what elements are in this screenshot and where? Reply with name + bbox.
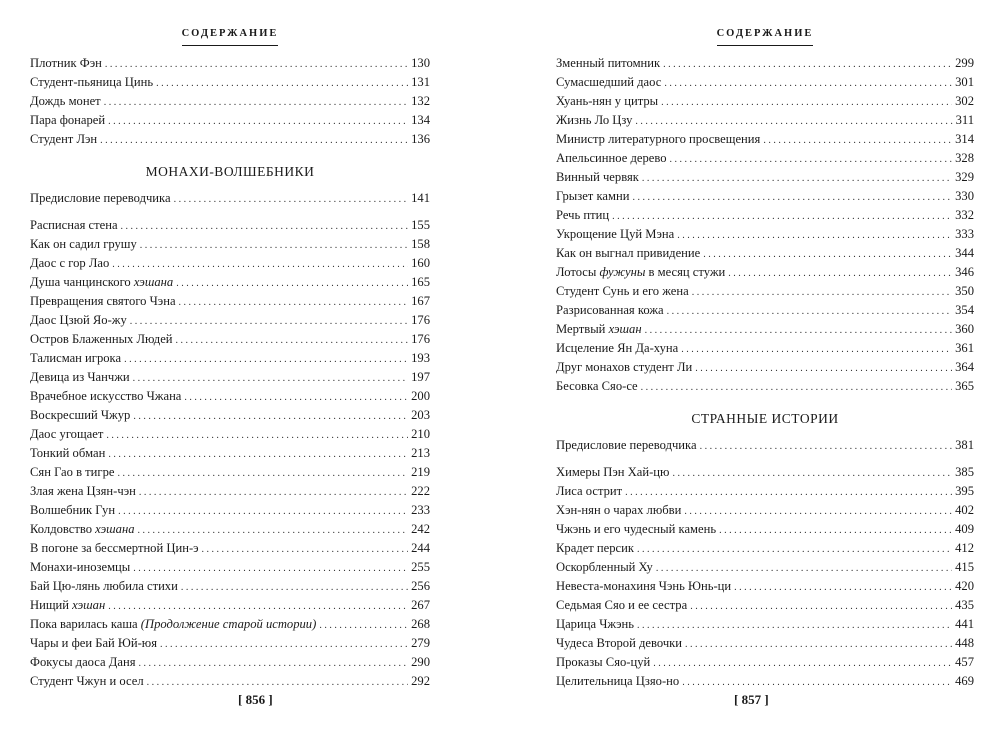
page-number: [ 856 ] (238, 692, 273, 707)
left-page (30, 0, 430, 750)
dot-leader (133, 407, 408, 426)
toc-entry-page: 395 (955, 484, 974, 498)
dot-leader (176, 331, 409, 350)
dot-leader (118, 502, 408, 521)
toc-entry-page: 420 (955, 579, 974, 593)
toc-entry-page: 332 (955, 208, 974, 222)
toc-entry-title: Врачебное искусство Чжана (30, 389, 182, 403)
toc-entry-title: Крадет персик (556, 541, 635, 555)
toc-entry-page: 255 (411, 560, 430, 574)
dot-leader (100, 131, 408, 150)
dot-leader (661, 93, 952, 112)
toc-entry-title-italic: хэшана (133, 275, 174, 289)
toc-entry-page: 409 (955, 522, 974, 536)
toc-entry-page: 330 (955, 189, 974, 203)
toc-entry-title: Разрисованная кожа (556, 303, 664, 317)
toc-entry-title: Сян Гао в тигре (30, 465, 115, 479)
toc-entry-page: 301 (955, 75, 974, 89)
toc-entry-title: Злая жена Цзян-чэн (30, 484, 136, 498)
toc-entry (556, 482, 974, 501)
toc-entry-title: Жизнь Ло Цзу (556, 113, 633, 127)
dot-leader (156, 74, 408, 93)
dot-leader (133, 559, 408, 578)
toc-entry (556, 577, 974, 596)
toc-entry-title-part: Душа чанцинского (30, 275, 134, 289)
toc-entry-page: 203 (411, 408, 430, 422)
dot-leader (108, 445, 408, 464)
dot-leader (677, 226, 952, 245)
dot-leader (112, 255, 408, 274)
toc-entry-title (30, 596, 105, 615)
toc-entry-page: 167 (411, 294, 430, 308)
toc-entry-page: 176 (411, 313, 430, 327)
toc-entry-page: 155 (411, 218, 430, 232)
toc-entry-page: 333 (955, 227, 974, 241)
toc-entry-title-part: Нищий (30, 598, 73, 612)
toc-entry (30, 273, 430, 292)
toc-block-2 (30, 216, 430, 691)
toc-entry-page: 302 (955, 94, 974, 108)
toc-entry-page: 200 (411, 389, 430, 403)
toc-entry-page: 134 (411, 113, 430, 127)
toc-entry-title: Пара фонарей (30, 113, 106, 127)
toc-entry-title: Дождь монет (30, 94, 101, 108)
toc-entry (556, 377, 974, 396)
toc-entry (556, 263, 974, 282)
dot-leader (719, 521, 952, 540)
running-head (30, 28, 430, 46)
dot-leader (637, 616, 952, 635)
dot-leader (174, 190, 409, 209)
toc-entry-title: Друг монахов студент Ли (556, 360, 693, 374)
toc-entry-page: 176 (411, 332, 430, 346)
dot-leader (663, 55, 952, 74)
toc-entry (30, 92, 430, 111)
toc-entry-title: Бай Цю-лянь любила стихи (30, 579, 178, 593)
dot-leader (105, 55, 408, 74)
toc-entry (30, 292, 430, 311)
toc-entry-page: 448 (955, 636, 974, 650)
toc-entry (30, 615, 430, 634)
toc-entry-page: 267 (411, 598, 430, 612)
toc-entry (30, 130, 430, 149)
toc-entry-page: 219 (411, 465, 430, 479)
toc-entry (30, 539, 430, 558)
dot-leader (684, 502, 952, 521)
toc-entry-title: Бесовка Сяо-се (556, 379, 638, 393)
toc-entry (30, 387, 430, 406)
toc-entry-title: Фокусы даоса Даня (30, 655, 136, 669)
toc-entry (556, 73, 974, 92)
toc-entry (30, 425, 430, 444)
toc-entry (30, 254, 430, 273)
toc-entry-title: Чары и феи Бай Юй-юя (30, 636, 157, 650)
toc-entry (30, 189, 430, 208)
toc-block-1 (30, 54, 430, 149)
toc-entry (556, 634, 974, 653)
toc-entry-page: 130 (411, 56, 430, 70)
toc-entry-title: Целительница Цзяо-но (556, 674, 680, 688)
toc-entry-page: 244 (411, 541, 430, 555)
toc-entry (30, 406, 430, 425)
toc-entry (30, 111, 430, 130)
toc-entry-title: Хэн-нян о чарах любви (556, 503, 682, 517)
dot-leader (682, 673, 952, 692)
dot-leader (179, 293, 409, 312)
toc-entry-title: В погоне за бессмертной Цин-э (30, 541, 199, 555)
toc-entry (30, 558, 430, 577)
dot-leader (656, 559, 952, 578)
dot-leader (104, 93, 408, 112)
toc-entry-title: Даос угощает (30, 427, 104, 441)
running-head (556, 28, 974, 46)
toc-entry (30, 330, 430, 349)
dot-leader (763, 131, 952, 150)
toc-entry-title: Студент-пьяница Цинь (30, 75, 154, 89)
toc-entry (556, 168, 974, 187)
running-head-rule (182, 45, 278, 46)
toc-entry (556, 596, 974, 615)
toc-entry-page: 435 (955, 598, 974, 612)
toc-entry (30, 73, 430, 92)
toc-entry (30, 311, 430, 330)
toc-entry-page: 160 (411, 256, 430, 270)
toc-entry (30, 463, 430, 482)
toc-entry-title-part: Колдовство (30, 522, 96, 536)
dot-leader (147, 673, 408, 692)
dot-leader (664, 74, 952, 93)
toc-entry (30, 235, 430, 254)
dot-leader (670, 150, 953, 169)
toc-entry (556, 520, 974, 539)
dot-leader (734, 578, 952, 597)
toc-entry-title: Монахи-иноземцы (30, 560, 131, 574)
toc-preface (556, 436, 974, 455)
toc-entry-title: Талисман игрока (30, 351, 122, 365)
toc-entry (556, 206, 974, 225)
toc-entry (556, 501, 974, 520)
dot-leader (637, 540, 952, 559)
toc-entry-page: 441 (955, 617, 974, 631)
toc-entry-title (556, 320, 642, 339)
toc-entry-title: Оскорбленный Ху (556, 560, 653, 574)
toc-entry-title: Даос с гор Лао (30, 256, 110, 270)
dot-leader (681, 340, 952, 359)
toc-entry (556, 653, 974, 672)
toc-entry-page: 381 (955, 438, 974, 452)
toc-entry-page: 415 (955, 560, 974, 574)
toc-entry (30, 577, 430, 596)
toc-entry-title: Химеры Пэн Хай-цю (556, 465, 670, 479)
toc-gap (556, 455, 974, 463)
toc-entry-page: 412 (955, 541, 974, 555)
dot-leader (667, 302, 952, 321)
running-head-text: СОДЕРЖАНИЕ (716, 28, 814, 39)
toc-entry-page: 279 (411, 636, 430, 650)
toc-entry-page: 299 (955, 56, 974, 70)
toc-entry-page: 346 (955, 265, 974, 279)
toc-entry-page: 233 (411, 503, 430, 517)
dot-leader (625, 483, 952, 502)
dot-leader (641, 378, 952, 397)
toc-entry-title-part: Пока варилась каша (30, 617, 141, 631)
dot-leader (140, 236, 408, 255)
toc-entry-title: Исцеление Ян Да-хуна (556, 341, 679, 355)
toc-entry-title: Проказы Сяо-цуй (556, 655, 651, 669)
toc-entry-title: Расписная стена (30, 218, 118, 232)
toc-entry-page: 385 (955, 465, 974, 479)
toc-entry-page: 256 (411, 579, 430, 593)
toc-entry (30, 216, 430, 235)
toc-entry-title-part: Лотосы (556, 265, 600, 279)
section-title: СТРАННЫЕ ИСТОРИИ (691, 411, 839, 426)
dot-leader (653, 654, 952, 673)
dot-leader (632, 188, 952, 207)
toc-gap (30, 208, 430, 216)
toc-entry-title-part: в месяц стужи (645, 265, 726, 279)
right-page (556, 0, 974, 750)
toc-entry-title (556, 263, 725, 282)
toc-entry (556, 187, 974, 206)
toc-entry-page: 354 (955, 303, 974, 317)
toc-entry-title-part: Мертвый (556, 322, 609, 336)
toc-entry-title: Как он садил грушу (30, 237, 137, 251)
toc-entry-page: 328 (955, 151, 974, 165)
toc-entry-title (30, 273, 173, 292)
toc-entry-title: Министр литературного просвещения (556, 132, 761, 146)
toc-entry (556, 558, 974, 577)
dot-leader (139, 654, 409, 673)
toc-entry (556, 149, 974, 168)
toc-entry-page: 242 (411, 522, 430, 536)
toc-entry-title: Превращения святого Чэна (30, 294, 176, 308)
dot-leader (685, 635, 952, 654)
toc-entry-page: 292 (411, 674, 430, 688)
dot-leader (139, 483, 408, 502)
toc-block-2 (556, 463, 974, 691)
toc-entry (556, 282, 974, 301)
toc-entry-title: Хуань-нян у цитры (556, 94, 659, 108)
toc-entry (30, 54, 430, 73)
dot-leader (635, 112, 952, 131)
toc-entry-page: 365 (955, 379, 974, 393)
toc-entry-page: 290 (411, 655, 430, 669)
toc-entry-title-italic: (Продолжение старой истории) (140, 617, 317, 631)
dot-leader (690, 597, 952, 616)
toc-preface (30, 189, 430, 208)
toc-entry (556, 436, 974, 455)
toc-entry-title-italic: хэшан (72, 598, 106, 612)
running-head-text: СОДЕРЖАНИЕ (181, 28, 279, 39)
toc-entry-page: 131 (411, 75, 430, 89)
dot-leader (108, 112, 408, 131)
toc-entry (556, 320, 974, 339)
toc-entry-title: Остров Блаженных Людей (30, 332, 173, 346)
toc-entry (30, 596, 430, 615)
toc-entry-title: Тонкий обман (30, 446, 106, 460)
dot-leader (612, 207, 952, 226)
toc-entry (556, 92, 974, 111)
dot-leader (645, 321, 953, 340)
toc-entry (30, 634, 430, 653)
toc-entry (556, 54, 974, 73)
dot-leader (319, 616, 408, 635)
toc-entry-page: 402 (955, 503, 974, 517)
toc-entry-page: 222 (411, 484, 430, 498)
dot-leader (700, 437, 953, 456)
toc-entry (556, 111, 974, 130)
toc-entry (556, 225, 974, 244)
page-number: [ 857 ] (734, 692, 769, 707)
toc-entry-title: Даос Цзюй Яо-жу (30, 313, 127, 327)
dot-leader (695, 359, 952, 378)
toc-entry (30, 368, 430, 387)
toc-entry-title: Как он выгнал привидение (556, 246, 701, 260)
toc-entry (30, 501, 430, 520)
toc-entry-page: 457 (955, 655, 974, 669)
toc-entry-page: 361 (955, 341, 974, 355)
toc-block-1 (556, 54, 974, 396)
toc-entry-title: Сумасшедший даос (556, 75, 662, 89)
dot-leader (106, 426, 408, 445)
toc-entry-title: Укрощение Цуй Мэна (556, 227, 675, 241)
toc-entry (30, 444, 430, 463)
toc-entry-title: Лиса острит (556, 484, 623, 498)
toc-entry-title: Предисловие переводчика (30, 191, 171, 205)
toc-entry (30, 672, 430, 691)
toc-entry-page: 132 (411, 94, 430, 108)
toc-entry-page: 469 (955, 674, 974, 688)
toc-right (556, 54, 974, 691)
dot-leader (642, 169, 952, 188)
dot-leader (130, 312, 408, 331)
dot-leader (728, 264, 952, 283)
toc-entry (30, 520, 430, 539)
toc-entry-page: 197 (411, 370, 430, 384)
toc-entry-title: Седьмая Сяо и ее сестра (556, 598, 688, 612)
toc-entry-page: 158 (411, 237, 430, 251)
toc-entry (556, 672, 974, 691)
toc-entry-title: Волшебник Гун (30, 503, 116, 517)
dot-leader (202, 540, 409, 559)
toc-entry (556, 539, 974, 558)
toc-entry (30, 482, 430, 501)
running-head-rule (717, 45, 813, 46)
toc-entry-title: Речь птиц (556, 208, 610, 222)
toc-entry-page: 350 (955, 284, 974, 298)
toc-entry-title-italic: хэшана (95, 522, 135, 536)
dot-leader (184, 388, 408, 407)
toc-entry-title: Плотник Фэн (30, 56, 102, 70)
toc-entry (556, 358, 974, 377)
toc-entry-title: Чжэнь и его чудесный камень (556, 522, 717, 536)
toc-entry-page: 360 (955, 322, 974, 336)
toc-left (30, 54, 430, 691)
toc-entry-title: Предисловие переводчика (556, 438, 697, 452)
toc-entry-title: Студент Чжун и осел (30, 674, 144, 688)
toc-entry-title: Чудеса Второй девочки (556, 636, 683, 650)
dot-leader (124, 350, 408, 369)
toc-entry-title: Воскресший Чжур (30, 408, 131, 422)
toc-entry-page: 165 (411, 275, 430, 289)
toc-entry-title: Студент Лэн (30, 132, 98, 146)
toc-entry-title: Студент Сунь и его жена (556, 284, 689, 298)
toc-entry-page: 193 (411, 351, 430, 365)
toc-entry-page: 213 (411, 446, 430, 460)
toc-entry-page: 268 (411, 617, 430, 631)
dot-leader (160, 635, 408, 654)
dot-leader (672, 464, 952, 483)
toc-entry-title-italic: хэшан (608, 322, 642, 336)
toc-entry-title: Девица из Чанчжи (30, 370, 130, 384)
dot-leader (703, 245, 952, 264)
section-title: МОНАХИ-ВОЛШЕБНИКИ (145, 164, 315, 179)
dot-leader (181, 578, 408, 597)
dot-leader (692, 283, 952, 302)
dot-leader (138, 521, 409, 540)
toc-entry (556, 130, 974, 149)
toc-entry-page: 136 (411, 132, 430, 146)
toc-entry (556, 244, 974, 263)
toc-entry-title-italic: фужуны (599, 265, 646, 279)
toc-entry-page: 364 (955, 360, 974, 374)
toc-entry (30, 349, 430, 368)
toc-entry-page: 314 (955, 132, 974, 146)
toc-entry-title (30, 615, 316, 634)
toc-entry-title: Невеста-монахиня Чэнь Юнь-ци (556, 579, 732, 593)
toc-entry-page: 311 (955, 113, 974, 127)
toc-entry-title: Винный червяк (556, 170, 639, 184)
toc-entry-title: Зменный питомник (556, 56, 661, 70)
toc-entry (556, 463, 974, 482)
toc-entry-title: Апельсинное дерево (556, 151, 667, 165)
dot-leader (108, 597, 408, 616)
toc-entry-title (30, 520, 135, 539)
dot-leader (176, 274, 408, 293)
toc-entry-title: Царица Чжэнь (556, 617, 634, 631)
dot-leader (121, 217, 409, 236)
toc-entry-page: 344 (955, 246, 974, 260)
dot-leader (117, 464, 408, 483)
toc-entry-title: Грызет камни (556, 189, 630, 203)
toc-entry (556, 339, 974, 358)
toc-entry (556, 615, 974, 634)
toc-entry (30, 653, 430, 672)
toc-entry-page: 141 (411, 191, 430, 205)
dot-leader (133, 369, 408, 388)
toc-entry-page: 210 (411, 427, 430, 441)
toc-entry-page: 329 (955, 170, 974, 184)
toc-entry (556, 301, 974, 320)
